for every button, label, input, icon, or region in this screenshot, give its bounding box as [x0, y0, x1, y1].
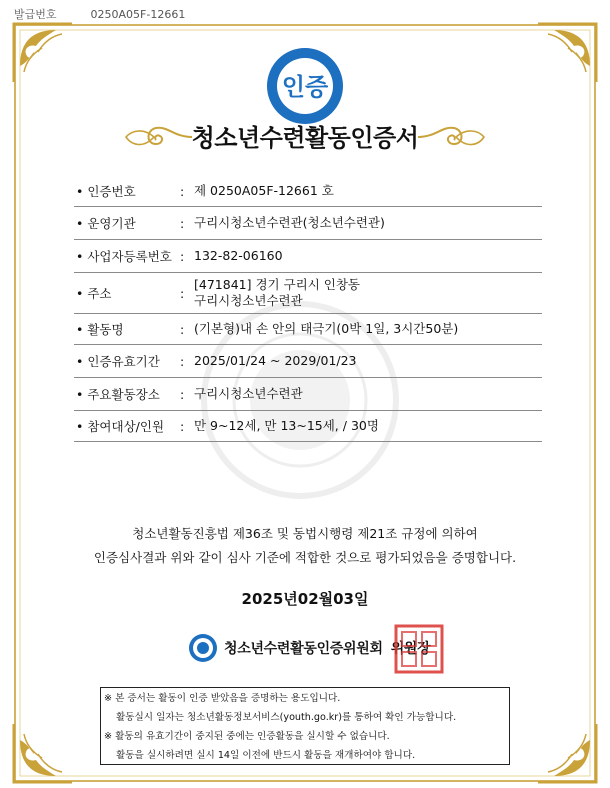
certification-logo [265, 46, 345, 126]
corner-ornament-icon [12, 22, 76, 86]
corner-ornament-icon [534, 720, 598, 784]
title-ornament-right-icon [416, 122, 486, 152]
detail-row [74, 207, 542, 240]
detail-row [74, 273, 542, 314]
logo-text: 인증 [281, 73, 329, 101]
official-seal-icon [394, 624, 444, 674]
declaration [0, 522, 610, 570]
corner-ornament-icon [12, 720, 76, 784]
detail-colon: : [180, 215, 185, 231]
issue-number: 0250A05F-12661 [90, 8, 186, 21]
detail-colon: : [180, 285, 185, 301]
corner-ornament-icon [534, 22, 598, 86]
detail-row [74, 378, 542, 411]
detail-label: • 주요활동장소 [76, 387, 160, 402]
notice-line: 활동을 실시하려면 실시 14일 이전에 반드시 활동을 재개하여야 합니다. [116, 750, 416, 761]
detail-row [74, 176, 542, 207]
detail-label: • 인증유효기간 [76, 354, 160, 369]
detail-value: 2025/01/24 ~ 2029/01/23 [194, 353, 357, 368]
detail-value: 제 0250A05F-12661 호 [194, 183, 334, 198]
detail-label: • 운영기관 [76, 216, 136, 231]
notice-box [100, 687, 510, 765]
committee-name: 청소년수련활동인증위원회 [224, 641, 383, 657]
detail-value: 구리시청소년수련관 [194, 386, 303, 401]
detail-colon: : [180, 248, 185, 264]
detail-colon: : [180, 418, 185, 434]
issue-info [14, 6, 219, 22]
certificate-title-wrap [0, 118, 610, 158]
issue-label: 발급번호 [14, 8, 57, 21]
detail-colon: : [180, 183, 185, 199]
notice-line: ※ 본 증서는 활동이 인증 받았음을 증명하는 용도입니다. [104, 693, 341, 704]
certification-mark-icon [188, 633, 218, 663]
detail-colon: : [180, 386, 185, 402]
certificate-title: 청소년수련활동인증서 [191, 124, 419, 152]
detail-value: 만 9~12세, 만 13~15세, / 30명 [194, 418, 379, 433]
detail-value: [471841] 경기 구리시 인창동 구리시청소년수련관 [194, 277, 360, 308]
detail-value: (기본형)내 손 안의 태극기(0박 1일, 3시간50분) [194, 321, 459, 336]
detail-label: • 주소 [76, 286, 112, 301]
certification-mark-icon [265, 46, 345, 126]
detail-colon: : [180, 321, 185, 337]
committee-title: 위원장 [390, 641, 431, 657]
declaration-line: 인증심사결과 위와 같이 심사 기준에 적합한 것으로 평가되었음을 증명합니다. [93, 550, 517, 565]
notice-line: ※ 활동의 유효기간이 중지된 중에는 인증활동을 실시할 수 없습니다. [104, 731, 390, 742]
detail-row [74, 345, 542, 378]
notice-line: 활동실시 일자는 청소년활동정보서비스(youth.go.kr)를 통하여 확인 가능합니다. [116, 712, 457, 723]
detail-row [74, 240, 542, 273]
detail-label: • 인증번호 [76, 184, 136, 199]
issue-date: 2025년02월03일 [241, 590, 369, 608]
detail-row [74, 314, 542, 345]
declaration-line: 청소년활동진흥법 제36조 및 동법시행령 제21조 규정에 의하여 [132, 526, 478, 541]
detail-label: • 활동명 [76, 322, 124, 337]
certificate-details [74, 176, 542, 442]
detail-value: 구리시청소년수련관(청소년수련관) [194, 215, 385, 230]
detail-colon: : [180, 353, 185, 369]
detail-label: • 참여대상/인원 [76, 419, 165, 434]
detail-row [74, 411, 542, 442]
detail-value: 132-82-06160 [194, 248, 283, 263]
detail-label: • 사업자등록번호 [76, 249, 172, 264]
